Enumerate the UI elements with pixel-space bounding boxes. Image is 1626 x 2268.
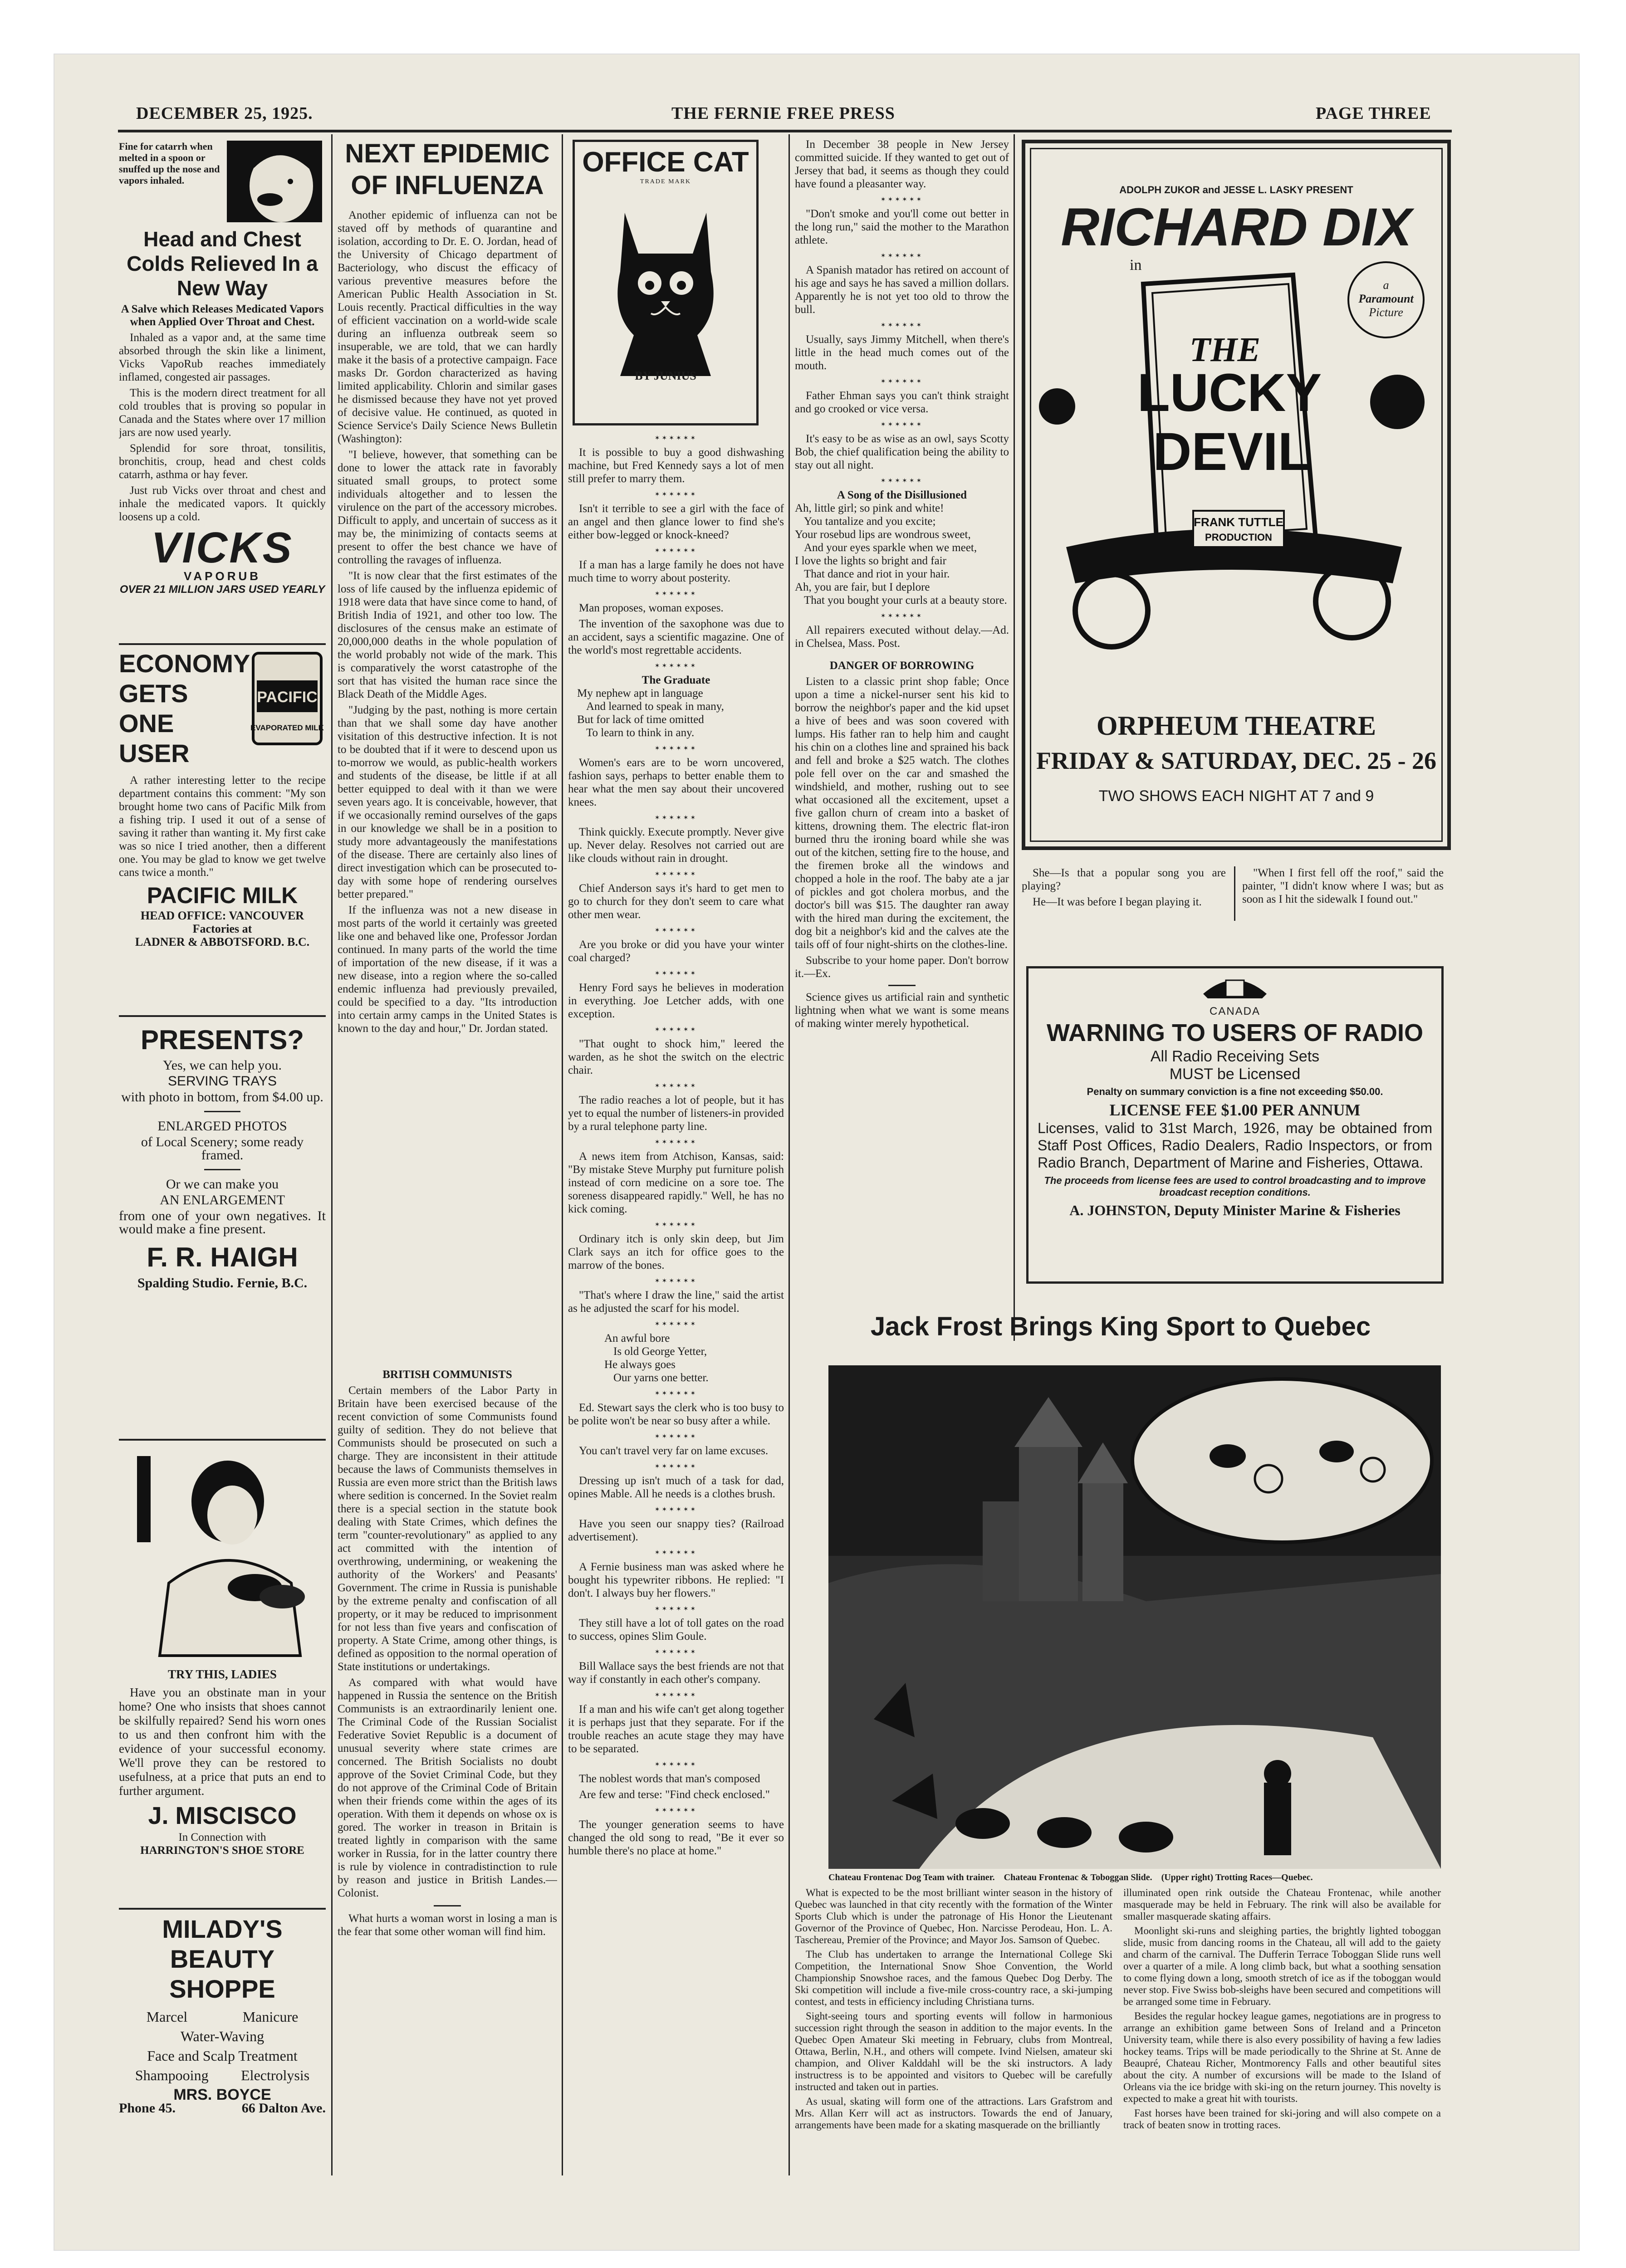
star-divider: ✶✶✶✶✶✶ [654, 970, 698, 977]
miscisco-name: J. MISCISCO [148, 1802, 297, 1829]
haigh-ad [119, 1024, 326, 1442]
communists-article [338, 1365, 557, 2186]
star-divider: ✶✶✶✶✶✶ [654, 547, 698, 554]
movie-title-devil: DEVIL [1153, 422, 1311, 482]
cat-item-4: Man proposes, woman exposes. [579, 602, 724, 614]
song-line-3: Your rosebud lips are wondrous sweet, [795, 528, 971, 541]
star-divider: ✶✶✶✶✶✶ [654, 1026, 698, 1033]
misc-item-1: In December 38 people in New Jersey committed suicide. If they wanted to get out of Jersey that bad, it seems as though they could have found a pleasanter way. [795, 138, 1009, 190]
quebec-article-left [795, 1887, 1112, 2195]
paramount-badge-picture: Picture [1369, 306, 1403, 319]
production-label: PRODUCTION [1205, 532, 1272, 543]
joke-right [1242, 866, 1444, 957]
haigh-line-6: Or we can make you [166, 1177, 279, 1192]
quebec-paragraph-4: As usual, skating will form one of the attractions. Lars Grafstrom and Mrs. Allan Kerr will act as instructors. Towards the end of January, arrangements have been made for a skating masquerade on the brilliantly [795, 2096, 1112, 2131]
cat-verse-line-1: An awful bore [604, 1332, 670, 1344]
orpheum-theatre-name: ORPHEUM THEATRE [1096, 711, 1376, 741]
movie-title-the: THE [1189, 331, 1261, 369]
cat-item-5: The invention of the saxophone was due to an accident, says a scientific magazine. One of the world's most regrettable accidents. [568, 618, 784, 656]
office-cat-logo-box [573, 140, 759, 425]
haigh-headline: PRESENTS? [140, 1025, 304, 1055]
radio-line-2: MUST be Licensed [1169, 1066, 1301, 1083]
influenza-paragraph-3: "It is now clear that the first estimates of the loss of life caused by the influenza epidemic of 1918 were data that have since come to hand, of British India of 1921, and other too low. The disclosures of the census make an estimate of 20,000,000 deaths in the whole population of the world probably not wide of the mark. This is comparatively the worst catastrophe of the sort that has visited the human race since the Black Death of the Middle Ages. [338, 570, 557, 700]
misc-item-4: Usually, says Jimmy Mitchell, when there's little in the head much comes out of the mouth. [795, 333, 1009, 372]
pacific-body: A rather interesting letter to the recipe department contains this comment: "My son brought home two cans of Pacific Milk from a fishing trip. I used it out of a sense of saving it rather than wanting it. My first cake was so nice I tried another, then a different one. You may be glad to know we get twelve cans twice a month." [119, 774, 326, 879]
orpheum-in: in [1130, 257, 1142, 274]
quebec-article-right [1123, 1887, 1441, 2195]
orpheum-star-name: RICHARD DIX [1061, 197, 1412, 257]
radio-line-3: Penalty on summary conviction is a fine not exceeding $50.00. [1087, 1086, 1383, 1097]
can-brand-text: PACIFIC [257, 689, 318, 706]
haigh-line-7: AN ENLARGEMENT [160, 1193, 285, 1207]
vicks-subhead: A Salve which Releases Medicated Vapors when Applied Over Throat and Chest. [121, 303, 324, 328]
milady-service-water-waving: Water-Waving [180, 2028, 264, 2044]
star-divider: ✶✶✶✶✶✶ [880, 378, 924, 385]
pacific-headline: ECONOMY GETS ONE USER [119, 649, 250, 767]
haigh-line-4: ENLARGED PHOTOS [157, 1119, 287, 1134]
milady-address: 66 Dalton Ave. [241, 2101, 326, 2116]
vicks-paragraph-3: Splendid for sore throat, tonsilitis, bronchitis, croup, head and chest colds catarrh, asthma or hay fever. [119, 442, 326, 481]
star-divider: ✶✶✶✶✶✶ [654, 1390, 698, 1397]
star-divider: ✶✶✶✶✶✶ [654, 1692, 698, 1699]
masthead-paper-name: THE FERNIE FREE PRESS [671, 104, 895, 123]
column-rule-1 [331, 134, 333, 2175]
star-divider: ✶✶✶✶✶✶ [654, 745, 698, 752]
quebec-paragraph-1: What is expected to be the most brilliant winter season in the history of Quebec was launched in that city recently with the formation of the Winter Sports Club which is under the patronage of His Honor the Lieutenant Governor of the Province of Quebec, Hon. Narcisse Perodeau, Hon. L. A. Taschereau, Premier of the Province; and Mayor Jos. Samson of Quebec. [795, 1887, 1112, 1945]
orpheum-presents: ADOLPH ZUKOR and JESSE L. LASKY PRESENT [1119, 184, 1353, 196]
joke-he: He—It was before I began playing it. [1033, 896, 1202, 908]
influenza-paragraph-1: Another epidemic of influenza can not be staved off by methods of quarantine and isolation, according to Dr. E. O. Jordan, head of the University of Chicago department of Bacteriology, who discust the efficacy of various preventive measures before the American Public Health Association in St. Louis recently. Practical difficulties in the way of efficient vaccination on a world-wide scale during an influenza outbreak seem so insuperable, we are told, that we can hardly make it the basis of a protective campaign. Face masks Dr. Gordon characterized as having limited applicability. Chlorin and similar gases he dismissed because they have not yet proved of decisive value. He continued, as quoted in Science Service's Daily Science News Bulletin (Washington): [338, 209, 557, 445]
miscisco-body: Have you an obstinate man in your home? One who insists that shoes cannot be skilfully repaired? Send his worn ones to us and then confront him with the evidence of your successful economy. We'll prove they can be restored to usefulness, at a price that puts an end to further argument. [119, 1686, 326, 1798]
cat-item-26: The younger generation seems to have changed the old song to read, "Be it ever so humble there's no place at home." [568, 1818, 784, 1857]
quebec-headline: Jack Frost Brings King Sport to Quebec [870, 1312, 1371, 1341]
pacific-brand: PACIFIC MILK [147, 883, 298, 908]
office-cat-column [568, 431, 784, 2191]
communists-paragraph-2: As compared with what would have happened in Russia the sentence on the British Communists is an extraordinarily lenient one. The Criminal Code of the Russian Socialist Federative Soviet Republic is a document of unusual severity where state crimes are concerned. The British Socialists no doubt approve of the Soviet Criminal Code, but they do not approve of the Criminal Code of Britain when their friends come within the ages of its operation. With them it depends on whose ox is gored. The worker in treason in Britain is treated lightly in comparison with the same worker in Russia, for in the latter country there is rule by violence in contradistinction to rule by reason and justice in British Landes.—Colonist. [338, 1677, 557, 1899]
song-title: A Song of the Disillusioned [837, 489, 967, 501]
pacific-places: LADNER & ABBOTSFORD. B.C. [135, 935, 310, 948]
cat-poem-line-4: To learn to think in any. [586, 727, 695, 739]
column-rule-4 [1014, 134, 1015, 1341]
star-divider: ✶✶✶✶✶✶ [654, 1463, 698, 1470]
song-line-5: I love the lights so bright and fair [795, 555, 946, 567]
quebec-winter-sports-photo [828, 1365, 1441, 1869]
star-divider: ✶✶✶✶✶✶ [880, 196, 924, 203]
quebec-photo-caption: Chateau Frontenac Dog Team with trainer. Chateau Frontenac & Toboggan Slide. (Upper right) Trotting Races—Quebec. [828, 1872, 1313, 1882]
vicks-tagline: OVER 21 MILLION JARS USED YEARLY [119, 583, 325, 596]
cat-verse-line-3: He always goes [604, 1359, 676, 1371]
milady-service-manicure: Manicure [242, 2009, 299, 2025]
communists-paragraph-1: Certain members of the Labor Party in Britain have been exercised because of the recent conviction of some Communists found guilty of sedition. They do not believe that Communists should be prosecuted on such a charge. They are inconsistent in their attitude because the laws of Communists themselves in Russia are even more strict than the British laws where sedition is concerned. In the Soviet realm there is a special section in the statute book dealing with State Crimes, which defines the term "counter-revolutionary" as applied to any act committed with the intention of overthrowing, undermining, or weakening the authority of the Workers' and Peasants' Government. The crime in Russia is punishable by the extreme penalty and confiscation of all property, or it may be reduced to imprisonment for not less than five years and confiscation of property. A State Crime, among other things, is defined as opposition to the normal operation of State institutions or undertakings. [338, 1384, 557, 1673]
cat-verse-line-2: Is old George Yetter, [613, 1345, 707, 1358]
haigh-line-5: of Local Scenery; some ready framed. [141, 1134, 304, 1163]
danger-dash [888, 985, 916, 986]
influenza-paragraph-4: "Judging by the past, nothing is more certain than that we shall some day have another visitation of this destructive infection. It is not to be doubted that if it were to descend upon us to-morrow we would, as public-health workers and students of the disease, be little if at all better equipped to deal with it than we were seven years ago. It is conceivable, however, that if we occasionally remind ourselves of the gaps in our knowledge we shall be in a position to study more advantageously the manifestations of the disease. There are certainly also lines of direct investigation which can be prosecuted to-day with some hope of rendering ourselves better prepared." [338, 704, 557, 900]
vicks-paragraph-2: This is the modern direct treatment for all cold troubles that is proving so popular in Canada and the States where over 17 million jars are now used yearly. [119, 387, 326, 439]
cat-verse-line-4: Our yarns one better. [613, 1372, 709, 1384]
cat-poem-title: The Graduate [642, 674, 710, 686]
song-line-8: That you bought your curls at a beauty store. [804, 594, 1007, 606]
milady-service-marcel: Marcel [146, 2009, 188, 2025]
cat-item-12: The radio reaches a lot of people, but it has yet to equal the number of listeners-in provided by a rural telephone party line. [568, 1094, 784, 1133]
star-divider: ✶✶✶✶✶✶ [654, 1139, 698, 1146]
cat-item-23: If a man and his wife can't get along together it is perhaps just that they separate. For if the trouble reaches an acute stage they may have to be separated. [568, 1703, 784, 1755]
paramount-badge-name: Paramount [1358, 292, 1414, 305]
office-cat-trademark: TRADE MARK [640, 178, 691, 185]
masthead-date: DECEMBER 25, 1925. [136, 104, 313, 123]
song-line-4: And your eyes sparkle when we meet, [804, 542, 977, 554]
milady-ad [119, 1914, 326, 2186]
column-rule-3 [789, 134, 790, 2175]
vicks-paragraph-1: Inhaled as a vapor and, at the same time absorbed through the skin like a liniment, Vicks VapoRub reaches immediately inflamed, congested air passages. [119, 332, 326, 383]
star-divider: ✶✶✶✶✶✶ [880, 253, 924, 259]
miscisco-ad [119, 1447, 326, 1914]
milady-owner: MRS. BOYCE [173, 2086, 271, 2103]
orpheum-shows: TWO SHOWS EACH NIGHT AT 7 and 9 [1098, 787, 1374, 805]
star-divider: ✶✶✶✶✶✶ [654, 591, 698, 597]
cat-item-7: Think quickly. Execute promptly. Never give up. Never delay. Resolves not carried out are like clouds without rain in drought. [568, 826, 784, 865]
haigh-line-2: SERVING TRAYS [167, 1074, 277, 1089]
haigh-studio: Spalding Studio. Fernie, B.C. [137, 1276, 308, 1290]
milady-service-electrolysis: Electrolysis [241, 2067, 310, 2083]
vicks-ad [119, 141, 326, 653]
radio-license-fee: LICENSE FEE $1.00 PER ANNUM [1109, 1101, 1361, 1119]
vicks-paragraph-4: Just rub Vicks over throat and chest and inhale the medicated vapors. It quickly loosens up a cold. [119, 484, 326, 523]
misc-item-3: A Spanish matador has retired on account of his age and says he has saved a million dollars. Apparently he is not yet too old to throw the bull. [795, 264, 1009, 316]
pacific-office: HEAD OFFICE: VANCOUVER [140, 909, 304, 922]
song-line-6: That dance and riot in your hair. [804, 568, 950, 580]
misc-item-5: Father Ehman says you can't think straight and go crooked or vice versa. [795, 390, 1009, 415]
radio-warning-ad [1026, 966, 1444, 1284]
cat-item-18: Dressing up isn't much of a task for dad, opines Mable. All he needs is a clothes brush. [568, 1475, 784, 1500]
cat-item-9: Are you broke or did you have your winter coal charged? [568, 938, 784, 964]
ad-divider-4 [119, 1908, 326, 1910]
quebec-paragraph-8: Fast horses have been trained for ski-joring and will also compete on a track of beaten snow in trotting races. [1123, 2107, 1441, 2131]
song-line-1: Ah, little girl; so pink and white! [795, 502, 944, 514]
star-divider: ✶✶✶✶✶✶ [654, 1506, 698, 1513]
office-cat-byline: BY JUNIUS [635, 369, 696, 382]
misc-science: Science gives us artificial rain and synthetic lightning when what we want is some means of making winter merely hypothetical. [795, 991, 1009, 1030]
ad-divider-2 [119, 1015, 326, 1017]
misc-item-7: All repairers executed without delay.—Ad. in Chelsea, Mass. Post. [795, 624, 1009, 650]
song-line-7: Ah, you are fair, but I deplore [795, 581, 930, 593]
danger-body: Listen to a classic print shop fable; Once upon a time a nickel-nurser sent his kid to borrow the neighbor's paper and the kid upset a hive of bees and was soon covered with lumps. His father ran to help him and caught his chin on a clothes line and sprained his back and fell and broke a $25 watch. The clothes pole fell over on the car and smashed the windshield, and mother, rushing out to see what occasioned all the excitement, upset a five gallon churn of cream into a basket of kittens, drowning them. The electric flat-iron burned thru the ironing board while she was out of the kitchen, setting fire to the house, and the firemen broke all the windows and chopped a hole in the roof. The baby ate a jar of pickles and got cholera morbus, and the doctor's bill was $15. The daughter ran away with the hired man during the excitement, the dog bit a neighbor's kid and the calves ate the tails off of four night-shirts on the clothes-line. [795, 675, 1009, 951]
star-divider: ✶✶✶✶✶✶ [654, 1807, 698, 1814]
joke-she: She—Is that a popular song you are playing? [1022, 867, 1226, 892]
vicks-caption: Fine for catarrh when melted in a spoon or snuffed up the nose and vapors inhaled. [119, 141, 220, 186]
cat-item-11: "That ought to shock him," leered the warden, as he shot the switch on the electric chair. [568, 1038, 784, 1076]
radio-line-5: Licenses, valid to 31st March, 1926, may be obtained from Staff Post Offices, Radio Dealers, Radio Inspectors, or from Radio Branch, Department of Marine and Fisheries, Ottawa. [1038, 1120, 1432, 1171]
cat-item-10: Henry Ford says he believes in moderation in everything. Joe Letcher adds, with one exception. [568, 982, 784, 1020]
danger-headline: DANGER OF BORROWING [829, 660, 975, 672]
miscisco-caption: TRY THIS, LADIES [168, 1667, 277, 1681]
milady-phone: Phone 45. [119, 2101, 176, 2116]
miscellany-column [795, 138, 1009, 1340]
song-line-2: You tantalize and you excite; [804, 515, 936, 528]
star-divider: ✶✶✶✶✶✶ [654, 1761, 698, 1768]
milady-service-shampooing: Shampooing [135, 2067, 209, 2083]
orpheum-theatre-ad [1022, 140, 1451, 850]
cat-item-17: You can't travel very far on lame excuses. [579, 1445, 769, 1457]
ad-divider-1 [119, 643, 326, 645]
communists-headline: BRITISH COMMUNISTS [382, 1369, 512, 1381]
woman-with-shoes-illustration [119, 1447, 326, 1660]
black-cat-icon [575, 186, 756, 385]
cat-poem-line-2: And learned to speak in many, [586, 700, 724, 713]
cat-item-13: A news item from Atchison, Kansas, said: "By mistake Steve Murphy put furniture polish instead of corn medicine on a sore toe. The soreness disappeared rapidly." Well, he has no kick coming. [568, 1150, 784, 1215]
vicks-logo-sub: VAPORUB [183, 569, 261, 583]
pacific-factories: Factories at [192, 922, 252, 935]
star-divider: ✶✶✶✶✶✶ [654, 815, 698, 821]
influenza-article [338, 138, 557, 1354]
milady-service-face-scalp: Face and Scalp Treatment [147, 2048, 298, 2064]
star-divider: ✶✶✶✶✶✶ [654, 1321, 698, 1328]
office-cat-title: OFFICE CAT [582, 147, 749, 178]
cat-item-1: It is possible to buy a good dishwashing machine, but Fred Kennedy says a lot of men still prefer to marry them. [568, 446, 784, 485]
radio-line-6: The proceeds from license fees are used to control broadcasting and to improve broadcast reception conditions. [1044, 1175, 1426, 1198]
quebec-paragraph-3: Sight-seeing tours and sporting events will follow in harmonious succession right through the season in addition to the major events. In the Quebec Open Amateur Ski meeting in February, clubs from Montreal, Ottawa, Berlin, N.H., and others will compete. Ivind Nielsen, amateur ski champion, and Oliver Kalddahl will be the ski instructors. A lady instructress is to be appointed and visitors to Quebec will be carefully instructed and taken out in parties. [795, 2010, 1112, 2092]
cat-poem-line-1: My nephew apt in language [577, 687, 703, 699]
masthead [136, 103, 1443, 122]
influenza-paragraph-5: If the influenza was not a new disease in most parts of the world it certainly was greeted like one and behaved like one, Professor Jordan continued. In many parts of the world the time of importation of the new disease, if it was a new disease, into a region where the so-called endemic influenza had previously prevailed, could be specified to a day. "Its introduction into certain army camps in the United States is known to the day and hour," Dr. Jordan stated. [338, 904, 557, 1035]
joke-left [1022, 866, 1226, 957]
cat-item-8: Chief Anderson says it's hard to get men to go to church for they don't seem to care what other men wear. [568, 882, 784, 921]
joke-divider [1234, 866, 1235, 921]
star-divider: ✶✶✶✶✶✶ [880, 613, 924, 620]
star-divider: ✶✶✶✶✶✶ [654, 1083, 698, 1090]
cat-item-6: Women's ears are to be worn uncovered, fashion says, perhaps to better enable them to hear what the men say about their uncovered knees. [568, 757, 784, 808]
cat-item-20: A Fernie business man was asked where he bought his typewriter ribbons. He replied: "I don't. I always buy her flowers." [568, 1561, 784, 1599]
communists-dash [434, 1905, 461, 1906]
production-director: FRANK TUTTLE [1194, 515, 1283, 529]
joke-painter: "When I first fell off the roof," said the painter, "I didn't know where I was; but as soon as I hit the sidewalk I found out." [1242, 867, 1444, 905]
star-divider: ✶✶✶✶✶✶ [654, 1222, 698, 1228]
danger-subscribe: Subscribe to your home paper. Don't borrow it.—Ex. [795, 954, 1009, 980]
misc-item-2: "Don't smoke and you'll come out better in the long run," said the mother to the Marathon athlete. [795, 208, 1009, 246]
haigh-line-8: from one of your own negatives. It would make a fine present. [119, 1208, 326, 1237]
communists-paragraph-3: What hurts a woman worst in losing a man is the fear that some other woman will find him. [338, 1912, 557, 1938]
radio-line-1: All Radio Receiving Sets [1150, 1048, 1320, 1065]
haigh-dash-1 [204, 1111, 240, 1112]
haigh-line-1: Yes, we can help you. [163, 1058, 282, 1073]
orpheum-dates: FRIDAY & SATURDAY, DEC. 25 - 26 [1036, 747, 1437, 774]
star-divider: ✶✶✶✶✶✶ [654, 927, 698, 934]
star-divider: ✶✶✶✶✶✶ [880, 478, 924, 484]
cat-item-2: Isn't it terrible to see a girl with the face of an angel and then glance lower to find she's either bow-legged or knock-kneed? [568, 503, 784, 541]
haigh-name: F. R. HAIGH [147, 1242, 298, 1272]
cat-item-15: "That's where I draw the line," said the artist as he adjusted the scarf for his model. [568, 1289, 784, 1315]
influenza-paragraph-2: "I believe, however, that something can be done to lower the attack rate in favorably situated small groups, to protect some individuals altogether and to lessen the virulence on the part of the accessory microbes. Difficult to apply, and uncertain of success as it may be, the minimizing of contacts seems at present to offer the best chance we have of controlling the ravages of influenza. [338, 449, 557, 566]
can-label-text: EVAPORATED MILK [250, 723, 324, 732]
star-divider: ✶✶✶✶✶✶ [654, 1606, 698, 1613]
quebec-paragraph-2: The Club has undertaken to arrange the International College Ski Competition, the International Snow Shoe Convention, the World Championship Snowshoe races, and the famous Quebec Dog Derby. The Ski competition will include a five-mile cross-country race, a ski-jumping contest, and tests in efficiency including Christiana turns. [795, 1949, 1112, 2007]
cat-poem-line-3: But for lack of time omitted [577, 714, 704, 726]
star-divider: ✶✶✶✶✶✶ [654, 1433, 698, 1440]
haigh-dash-2 [204, 1169, 240, 1170]
star-divider: ✶✶✶✶✶✶ [654, 1278, 698, 1285]
ad-divider-3 [119, 1439, 326, 1441]
radio-country: CANADA [1209, 1005, 1261, 1017]
star-divider: ✶✶✶✶✶✶ [654, 435, 698, 442]
star-divider: ✶✶✶✶✶✶ [654, 871, 698, 878]
cat-item-14: Ordinary itch is only skin deep, but Jim Clark says an itch for office goes to the marrow of the bones. [568, 1233, 784, 1271]
miscisco-with: In Connection with [178, 1831, 266, 1843]
milady-headline: MILADY'S BEAUTY SHOPPE [162, 1915, 283, 2003]
star-divider: ✶✶✶✶✶✶ [654, 663, 698, 670]
cat-item-22: Bill Wallace says the best friends are not that way if constantly in each other's company. [568, 1660, 784, 1686]
woman-inhaling-illustration [227, 141, 322, 222]
milk-can-illustration [249, 649, 326, 748]
radio-headline: WARNING TO USERS OF RADIO [1046, 1019, 1424, 1046]
miscisco-store: HARRINGTON'S SHOE STORE [140, 1844, 304, 1857]
star-divider: ✶✶✶✶✶✶ [654, 1649, 698, 1656]
column-rule-2 [562, 134, 563, 2175]
paramount-badge [1347, 261, 1425, 338]
star-divider: ✶✶✶✶✶✶ [880, 322, 924, 329]
vicks-logo: VICKS [151, 523, 294, 572]
movie-title-lucky: LUCKY [1137, 363, 1322, 423]
cat-item-21: They still have a lot of toll gates on the road to success, opines Slim Goule. [568, 1617, 784, 1642]
cat-item-25: Are few and terse: "Find check enclosed." [579, 1789, 770, 1801]
canada-crest-icon [1199, 971, 1271, 1003]
pacific-milk-ad [119, 649, 326, 1021]
radio-signature: A. JOHNSTON, Deputy Minister Marine & Fisheries [1069, 1202, 1401, 1218]
vicks-headline: Head and Chest Colds Relieved In a New Way [127, 227, 318, 300]
star-divider: ✶✶✶✶✶✶ [654, 1549, 698, 1556]
haigh-line-3: with photo in bottom, from $4.00 up. [121, 1090, 323, 1105]
quebec-paragraph-7: Besides the regular hockey league games, negotiations are in progress to arrange an exhibition game between Sons of Ireland and a Princeton University team, while there is also every possibility of having a few ladies hockey teams. Trips will be made periodically to the Shrine at St. Anne de Beaupré, Chateau Richer, Montmorency Falls and other beautiful sites about the city. A number of excursions will be made to the Island of Orleans via the ice bridge with ski-ing on the return journey. This novelty is expected to make a great hit with tourists. [1123, 2010, 1441, 2104]
cat-item-3: If a man has a large family he does not have much time to worry about posterity. [568, 559, 784, 584]
star-divider: ✶✶✶✶✶✶ [654, 491, 698, 498]
misc-item-6: It's easy to be as wise as an owl, says Scotty Bob, the chief qualification being the ability to stay out all night. [795, 433, 1009, 471]
paramount-badge-a: a [1383, 279, 1389, 292]
cat-item-24: The noblest words that man's composed [579, 1773, 760, 1785]
masthead-page-number: PAGE THREE [1316, 104, 1431, 123]
influenza-headline: NEXT EPIDEMIC OF INFLUENZA [345, 139, 550, 200]
quebec-paragraph-6: Moonlight ski-runs and sleighing parties, the brightly lighted toboggan slide, music from dancing rooms in the Chateau, all will add to the gaiety and charm of the carnival. The Dufferin Terrace Toboggan Slide runs well over a quarter of a mile. A long climb back, but what a soothing sensation to come flying down a long, smooth stretch of ice as if the toboggan would never stop. Five Swiss bob-sleighs have been secured and competitions will be arranged some time in February. [1123, 1925, 1441, 2007]
quebec-paragraph-5: illuminated open rink outside the Chateau Frontenac, while another masquerade may be held in February. The rink will also be available for smaller masquerade skating affairs. [1123, 1887, 1441, 1922]
cat-item-19: Have you seen our snappy ties? (Railroad advertisement). [568, 1518, 784, 1543]
cat-item-16: Ed. Stewart says the clerk who is too busy to be polite won't be near so busy after a while. [568, 1402, 784, 1427]
star-divider: ✶✶✶✶✶✶ [880, 421, 924, 428]
masthead-rule [118, 130, 1452, 132]
